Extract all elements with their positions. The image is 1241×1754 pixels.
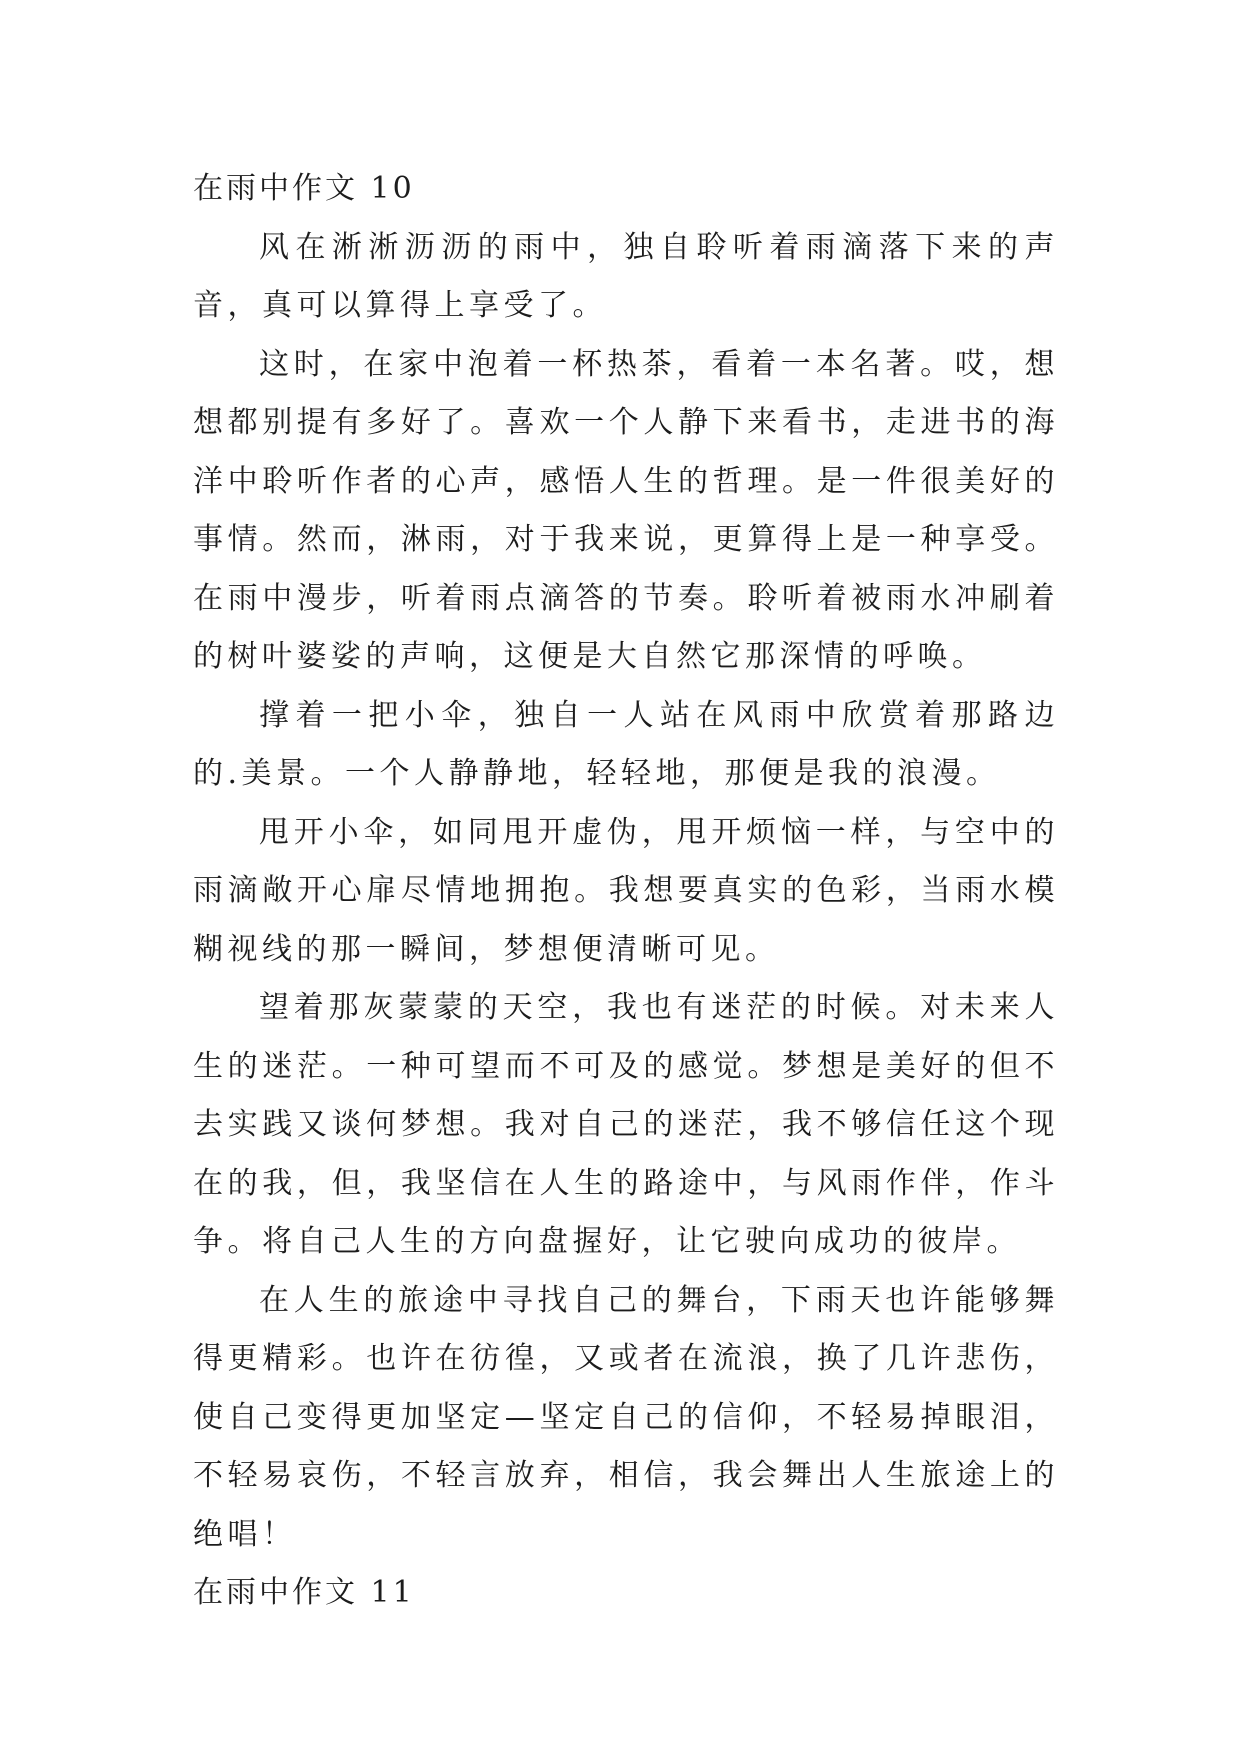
paragraph-2: 这时，在家中泡着一杯热茶，看着一本名著。哎，想想都别提有多好了。喜欢一个人静下来看书，走进书的海洋中聆听作者的心声，感悟人生的哲理。是一件很美好的事情。然而，淋雨，对于我来说，更算得上是一种享受。在雨中漫步，听着雨点滴答的节奏。聆听着被雨水冲刷着的树叶婆娑的声响，这便是大自然它那深情的呼唤。 [193, 346, 1059, 674]
paragraph-4: 甩开小伞，如同甩开虚伪，甩开烦恼一样，与空中的雨滴敞开心扉尽情地拥抱。我想要真实的色彩，当雨水模糊视线的那一瞬间，梦想便清晰可见。 [193, 814, 1059, 967]
document-body [193, 160, 1059, 1623]
essay-title-11: 在雨中作文 11 [193, 1575, 415, 1610]
paragraph-5: 望着那灰蒙蒙的天空，我也有迷茫的时候。对未来人生的迷茫。一种可望而不可及的感觉。梦想是美好的但不去实践又谈何梦想。我对自己的迷茫，我不够信任这个现在的我，但，我坚信在人生的路途中，与风雨作伴，作斗争。将自己人生的方向盘握好，让它驶向成功的彼岸。 [193, 990, 1059, 1259]
paragraph-3: 撑着一把小伞，独自一人站在风雨中欣赏着那路边的.美景。一个人静静地，轻轻地，那便是我的浪漫。 [193, 697, 1059, 791]
essay-title-10: 在雨中作文 10 [193, 171, 415, 206]
paragraph-6: 在人生的旅途中寻找自己的舞台，下雨天也许能够舞得更精彩。也许在彷徨，又或者在流浪，换了几许悲伤，使自己变得更加坚定—坚定自己的信仰，不轻易掉眼泪，不轻易哀伤，不轻言放弃，相信，我会舞出人生旅途上的绝唱！ [193, 1282, 1059, 1552]
paragraph-1: 风在淅淅沥沥的雨中，独自聆听着雨滴落下来的声音，真可以算得上享受了。 [193, 229, 1059, 323]
